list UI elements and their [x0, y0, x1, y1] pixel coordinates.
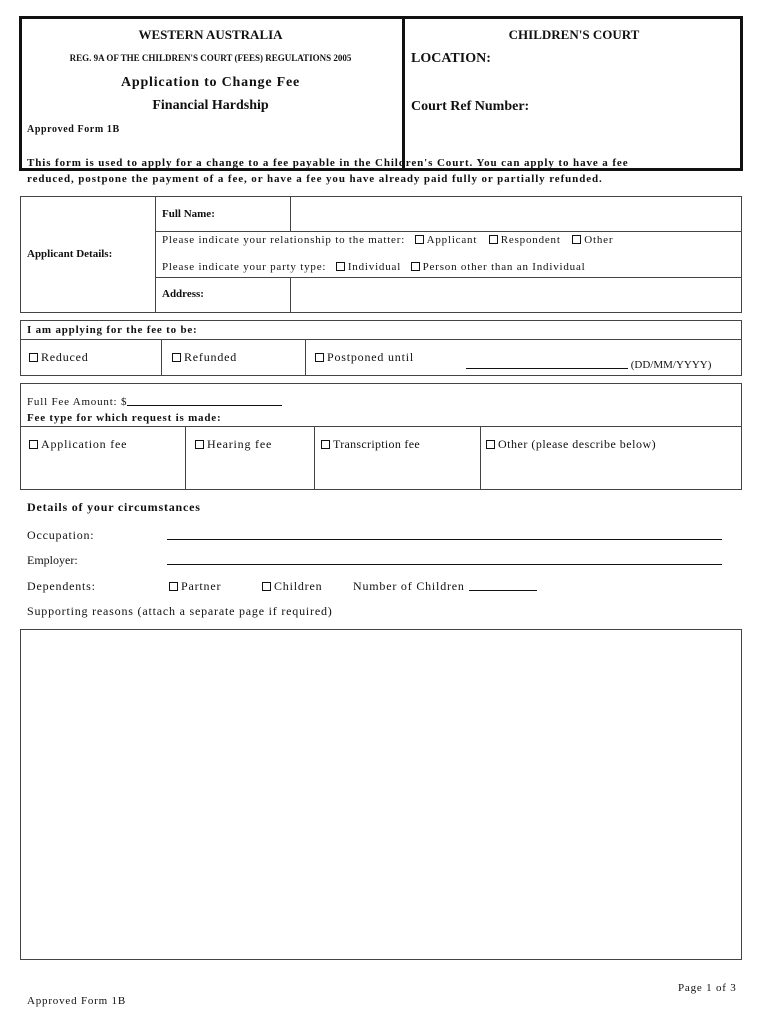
- checkbox[interactable]: [172, 353, 181, 362]
- checkbox[interactable]: [411, 262, 420, 271]
- state-heading: WESTERN AUSTRALIA: [138, 27, 283, 42]
- fee-refunded-option[interactable]: Refunded: [172, 350, 237, 365]
- form-subtitle: Financial Hardship: [152, 98, 269, 113]
- relationship-row: [162, 234, 613, 246]
- address-field[interactable]: [292, 278, 740, 311]
- fee-type-heading: Fee type for which request is made:: [27, 412, 222, 424]
- date-format-hint: (DD/MM/YYYY): [630, 359, 712, 371]
- checkbox[interactable]: [489, 235, 498, 244]
- dependents-label: Dependents:: [27, 579, 96, 593]
- checkbox[interactable]: [486, 440, 495, 449]
- intro-line-2: reduced, postpone the payment of a fee, or have a fee you have already paid fully or partially refunded.: [27, 173, 603, 185]
- relationship-applicant-option[interactable]: Applicant: [415, 234, 478, 246]
- fee-change-heading: I am applying for the fee to be:: [27, 324, 198, 336]
- full-fee-amount-row: [27, 395, 282, 408]
- form-id: Approved Form 1B: [27, 124, 120, 135]
- party-individual-option[interactable]: Individual: [336, 261, 401, 273]
- relationship-respondent-option[interactable]: Respondent: [489, 234, 561, 246]
- fee-reduced-option[interactable]: Reduced: [29, 350, 89, 365]
- postpone-date-field[interactable]: [466, 358, 711, 371]
- checkbox[interactable]: [321, 440, 330, 449]
- address-label: Address:: [162, 288, 204, 300]
- fee-type-hearing-option[interactable]: Hearing fee: [195, 437, 272, 452]
- fee-type-application-option[interactable]: Application fee: [29, 437, 127, 452]
- page-number: Page 1 of 3: [678, 982, 737, 994]
- employer-label: Employer:: [27, 553, 78, 567]
- checkbox[interactable]: [572, 235, 581, 244]
- occupation-field[interactable]: [167, 529, 722, 540]
- applicant-section-label: Applicant Details:: [27, 248, 113, 260]
- fee-postponed-option[interactable]: Postponed until: [315, 350, 414, 365]
- checkbox[interactable]: [315, 353, 324, 362]
- full-fee-label: Full Fee Amount: $: [27, 396, 128, 408]
- party-other-option[interactable]: Person other than an Individual: [411, 261, 586, 273]
- checkbox[interactable]: [29, 440, 38, 449]
- relationship-prompt: Please indicate your relationship to the matter:: [162, 234, 406, 246]
- checkbox[interactable]: [195, 440, 204, 449]
- court-heading: CHILDREN'S COURT: [508, 27, 640, 42]
- fee-type-transcription-option[interactable]: Transcription fee: [321, 437, 420, 452]
- full-name-field[interactable]: [292, 198, 740, 230]
- number-of-children-row: [353, 579, 537, 594]
- number-of-children-field[interactable]: [469, 580, 537, 591]
- intro-line-1: This form is used to apply for a change to a fee payable in the Children's Court. You can apply to have a fee: [27, 157, 629, 169]
- checkbox[interactable]: [169, 582, 178, 591]
- location-label: LOCATION:: [411, 51, 491, 66]
- supporting-reasons-textarea[interactable]: [20, 629, 742, 960]
- checkbox[interactable]: [29, 353, 38, 362]
- circumstances-heading: Details of your circumstances: [27, 500, 201, 514]
- party-type-row: [162, 261, 586, 273]
- fee-type-other-option[interactable]: Other (please describe below): [486, 437, 656, 452]
- form-title: Application to Change Fee: [120, 75, 301, 90]
- full-name-label: Full Name:: [162, 208, 215, 220]
- court-ref-label: Court Ref Number:: [411, 99, 530, 114]
- full-fee-amount-field[interactable]: [127, 395, 282, 406]
- party-prompt: Please indicate your party type:: [162, 261, 327, 273]
- occupation-label: Occupation:: [27, 528, 95, 542]
- relationship-other-option[interactable]: Other: [572, 234, 613, 246]
- checkbox[interactable]: [415, 235, 424, 244]
- number-of-children-label: Number of Children: [353, 579, 465, 593]
- regulation-text: REG. 9A OF THE CHILDREN'S COURT (FEES) REGULATIONS 2005: [69, 53, 352, 63]
- dependent-children-option[interactable]: Children: [262, 579, 322, 594]
- checkbox[interactable]: [336, 262, 345, 271]
- checkbox[interactable]: [262, 582, 271, 591]
- employer-field[interactable]: [167, 554, 722, 565]
- supporting-reasons-label: Supporting reasons (attach a separate page if required): [27, 604, 333, 618]
- footer-form-id: Approved Form 1B: [27, 995, 126, 1007]
- dependent-partner-option[interactable]: Partner: [169, 579, 221, 594]
